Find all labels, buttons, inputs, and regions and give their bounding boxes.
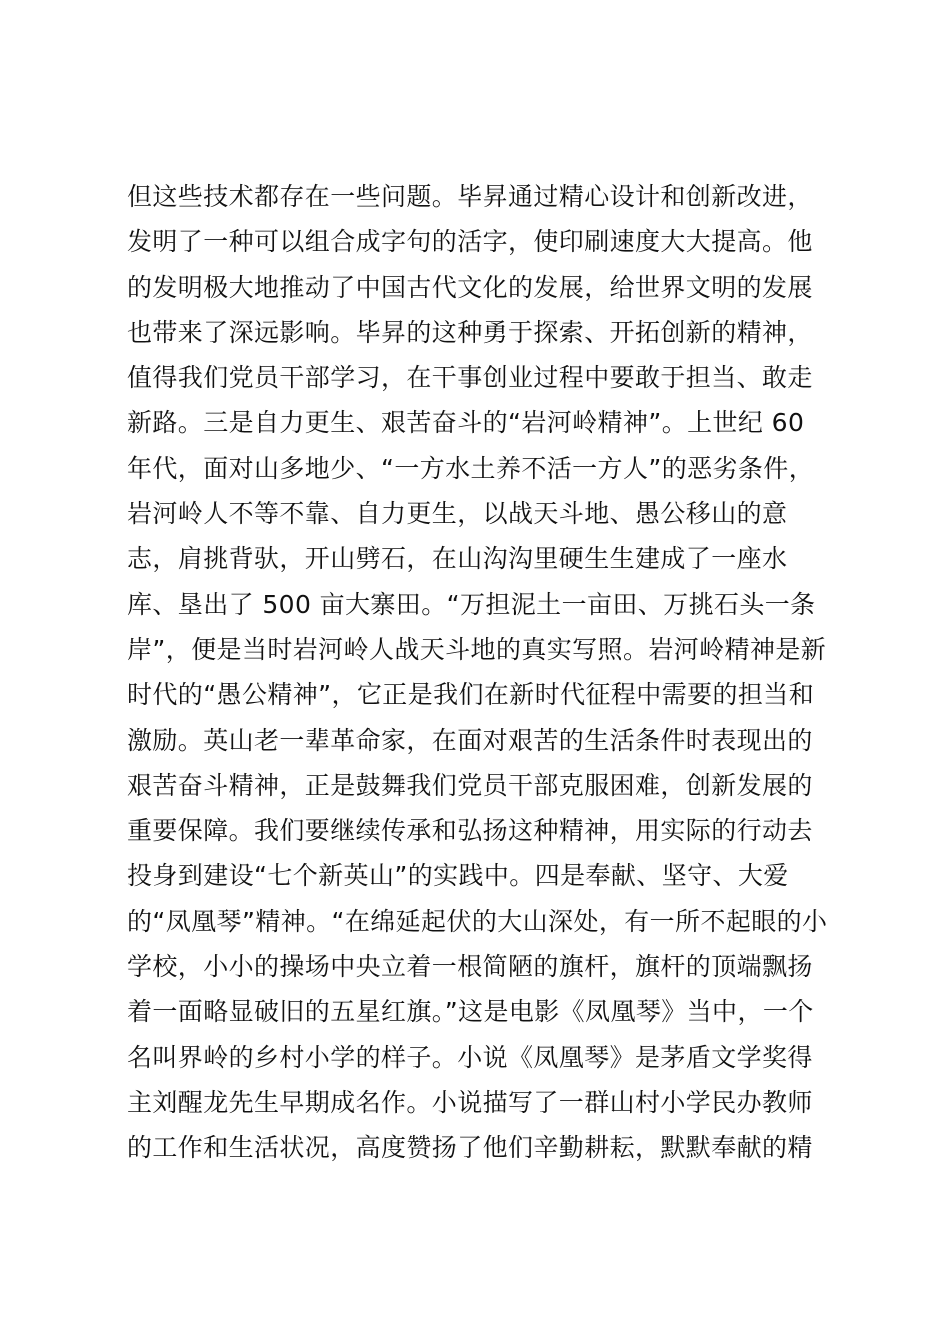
text-line: 学校，小小的操场中央立着一根简陋的旗杆，旗杆的顶端飘扬: [127, 952, 813, 982]
text-line: 年代，面对山多地少、“一方水土养不活一方人”的恶劣条件，: [127, 453, 815, 483]
text-line: 艰苦奋斗精神，正是鼓舞我们党员干部克服困难，创新发展的: [127, 770, 813, 800]
text-line: 发明了一种可以组合成字句的活字，使印刷速度大大提高。他: [127, 227, 813, 257]
text-line: 激励。英山老一辈革命家，在面对艰苦的生活条件时表现出的: [127, 725, 813, 755]
text-line: 岸”，便是当时岩河岭人战天斗地的真实写照。岩河岭精神是新: [127, 634, 827, 664]
text-line: 名叫界岭的乡村小学的样子。小说《凤凰琴》是茅盾文学奖得: [127, 1042, 813, 1072]
text-line: 时代的“愚公精神”，它正是我们在新时代征程中需要的担当和: [127, 680, 815, 710]
body-text: [127, 174, 837, 1171]
text-line: 的发明极大地推动了中国古代文化的发展，给世界文明的发展: [127, 272, 813, 302]
text-line: 着一面略显破旧的五星红旗。”这是电影《凤凰琴》当中，一个: [127, 997, 814, 1027]
text-line: 投身到建设“七个新英山”的实践中。四是奉献、坚守、大爱: [127, 861, 789, 891]
text-line: 库、垦出了 500 亩大寨田。“万担泥土一亩田、万挑石头一条: [127, 589, 816, 619]
text-line: 也带来了深远影响。毕昇的这种勇于探索、开拓创新的精神，: [127, 317, 813, 347]
text-line: 的“凤凰琴”精神。“在绵延起伏的大山深处，有一所不起眼的小: [127, 906, 828, 936]
text-line: 重要保障。我们要继续传承和弘扬这种精神，用实际的行动去: [127, 816, 813, 846]
text-line: 的工作和生活状况，高度赞扬了他们辛勤耕耘，默默奉献的精: [127, 1133, 813, 1163]
text-line: 岩河岭人不等不靠、自力更生，以战天斗地、愚公移山的意: [127, 499, 788, 529]
text-line: 新路。三是自力更生、艰苦奋斗的“岩河岭精神”。上世纪 60: [127, 408, 805, 438]
text-line: 值得我们党员干部学习，在干事创业过程中要敢于担当、敢走: [127, 363, 813, 393]
text-line: 主刘醒龙先生早期成名作。小说描写了一群山村小学民办教师: [127, 1087, 813, 1117]
text-line: 志，肩挑背驮，开山劈石，在山沟沟里硬生生建成了一座水: [127, 544, 788, 574]
text-line: 但这些技术都存在一些问题。毕昇通过精心设计和创新改进，: [127, 182, 813, 211]
